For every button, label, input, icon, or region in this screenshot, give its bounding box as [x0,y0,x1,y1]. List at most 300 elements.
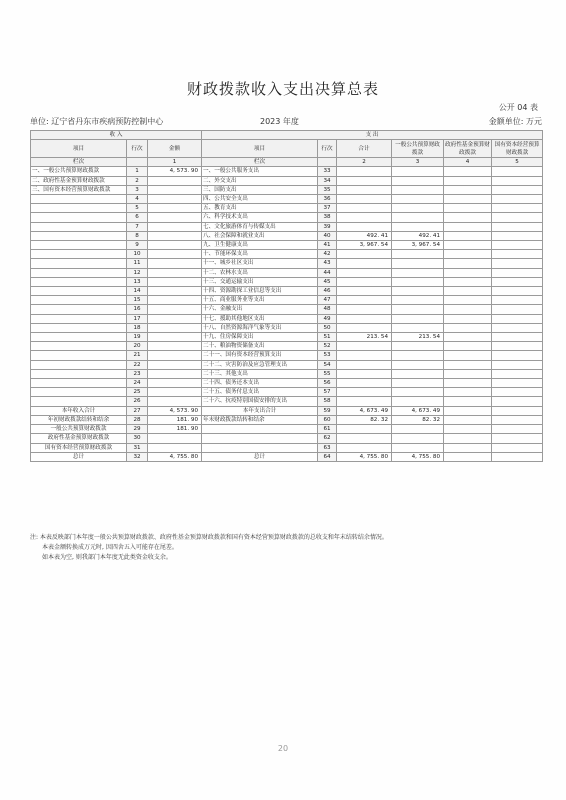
general-budget-amount [392,204,444,213]
expense-line-no-header: 行次 [318,140,337,158]
general-budget-amount: 82. 32 [392,415,444,424]
income-amount [148,222,202,231]
general-budget-amount [392,342,444,351]
fund-budget-amount [444,397,492,406]
income-line-no-header: 行次 [127,140,148,158]
income-amount [148,241,202,250]
fund-budget-amount [444,185,492,194]
general-budget-amount: 3, 967. 54 [392,241,444,250]
table-row [31,259,543,268]
expense-item: 十七、援助其他地区支出 [202,314,318,323]
income-amount [148,268,202,277]
expense-total: 3, 967. 54 [337,241,392,250]
income-amount [148,277,202,286]
general-budget-amount [392,277,444,286]
expense-line-no: 55 [318,369,337,378]
meta-row [30,116,542,128]
general-budget-amount [392,296,444,305]
expense-total [337,250,392,259]
table-row [31,231,543,240]
expense-total [337,369,392,378]
fund-budget-amount [444,296,492,305]
expense-line-no: 56 [318,379,337,388]
state-capital-amount [492,379,543,388]
state-capital-header: 国有资本经营预算财政拨款 [492,140,543,158]
income-line-no: 31 [127,443,148,452]
income-amount [148,204,202,213]
table-row [31,388,543,397]
footnote: 本表金额转换成万元时, 因四舍五入可能存在尾差。 [42,544,178,551]
expense-item [202,443,318,452]
expense-item: 三、国防支出 [202,185,318,194]
table-row [31,241,543,250]
income-line-no: 12 [127,268,148,277]
expense-item: 十、节能环保支出 [202,250,318,259]
income-line-no: 18 [127,323,148,332]
expense-item: 二、外交支出 [202,176,318,185]
general-budget-amount [392,443,444,452]
income-item [31,296,127,305]
state-capital-amount [492,388,543,397]
income-item [31,388,127,397]
income-amount-header: 金额 [148,140,202,158]
expense-item: 九、卫生健康支出 [202,241,318,250]
expense-total [337,323,392,332]
state-capital-amount [492,185,543,194]
income-amount [148,323,202,332]
expense-line-no: 45 [318,277,337,286]
income-item: 三、国有资本经营预算财政拨款 [31,185,127,194]
income-line-no: 11 [127,259,148,268]
income-line-no: 19 [127,333,148,342]
fund-budget-amount [444,388,492,397]
state-capital-amount [492,195,543,204]
state-capital-amount [492,222,543,231]
income-line-no: 15 [127,296,148,305]
income-amount [148,213,202,222]
table-row [31,351,543,360]
income-line-no: 8 [127,231,148,240]
reporting-unit: 单位: 辽宁省丹东市疾病预防控制中心 [30,117,164,126]
expense-line-no: 54 [318,360,337,369]
state-capital-amount [492,287,543,296]
fund-budget-amount [444,259,492,268]
fund-budget-amount [444,241,492,250]
expense-item: 十八、自然资源海洋气象等支出 [202,323,318,332]
expense-total [337,379,392,388]
income-item: 总计 [31,452,127,461]
income-item [31,397,127,406]
footnote: 如本表为空, 则我部门本年度无此类资金收支余。 [42,554,172,561]
page-number: 20 [277,744,289,753]
expense-item: 十三、交通运输支出 [202,277,318,286]
fund-budget-amount [444,222,492,231]
fund-budget-amount [444,360,492,369]
table-row [31,176,543,185]
expense-total [337,268,392,277]
expense-total [337,342,392,351]
expense-line-no: 61 [318,425,337,434]
income-line-no: 21 [127,351,148,360]
table-row [31,397,543,406]
income-line-no: 23 [127,369,148,378]
income-item [31,342,127,351]
income-amount [148,388,202,397]
expense-total: 82. 32 [337,415,392,424]
expense-total [337,397,392,406]
fund-budget-amount [444,195,492,204]
expense-line-no: 64 [318,452,337,461]
income-amount: 181. 90 [148,415,202,424]
general-budget-amount [392,185,444,194]
expense-line-no: 50 [318,323,337,332]
income-line-no: 20 [127,342,148,351]
report-year: 2023 年度 [260,117,299,126]
income-line-no: 4 [127,195,148,204]
fund-budget-amount [444,333,492,342]
income-line-no: 7 [127,222,148,231]
state-capital-amount [492,167,543,176]
state-capital-amount [492,314,543,323]
income-line-no: 17 [127,314,148,323]
state-capital-amount [492,425,543,434]
income-line-no: 25 [127,388,148,397]
general-budget-amount [392,250,444,259]
income-item [31,351,127,360]
general-budget-header: 一般公共预算财政拨款 [392,140,444,158]
header-row-top [31,131,543,140]
expense-total [337,185,392,194]
column-index-row [31,158,543,167]
income-item [31,241,127,250]
amount-unit: 金额单位: 万元 [488,117,542,126]
fund-budget-amount [444,434,492,443]
fund-budget-amount [444,415,492,424]
income-item [31,360,127,369]
table-row [31,333,543,342]
income-item [31,369,127,378]
fund-budget-amount [444,213,492,222]
expense-total [337,314,392,323]
general-budget-amount [392,259,444,268]
expense-line-no: 47 [318,296,337,305]
income-amount: 4, 573. 90 [148,406,202,415]
expense-total [337,434,392,443]
expense-line-no: 40 [318,231,337,240]
income-line-no: 24 [127,379,148,388]
expense-item: 二十一、国有资本经营预算支出 [202,351,318,360]
expense-total [337,259,392,268]
col-index-3: 3 [392,158,444,167]
general-budget-amount [392,268,444,277]
income-line-no: 26 [127,397,148,406]
expense-total: 4, 755. 80 [337,452,392,461]
income-amount [148,231,202,240]
expense-line-no: 59 [318,406,337,415]
state-capital-amount [492,268,543,277]
income-amount [148,360,202,369]
general-budget-amount [392,176,444,185]
fund-budget-amount [444,406,492,415]
expense-item: 二十、粮油物资储备支出 [202,342,318,351]
general-budget-amount [392,305,444,314]
general-budget-amount [392,287,444,296]
table-row [31,452,543,461]
table-row [31,415,543,424]
footnotes [30,533,542,563]
state-capital-amount [492,231,543,240]
income-line-no: 3 [127,185,148,194]
expense-item: 十四、资源勘探工业信息等支出 [202,287,318,296]
expense-line-no: 58 [318,397,337,406]
header-row-columns [31,140,543,158]
general-budget-amount [392,379,444,388]
expense-total: 4, 673. 49 [337,406,392,415]
income-line-no: 13 [127,277,148,286]
fund-budget-amount [444,323,492,332]
table-row [31,277,543,286]
expense-total [337,195,392,204]
expense-item: 十五、商业服务业等支出 [202,296,318,305]
income-amount: 181. 90 [148,425,202,434]
expense-line-no: 43 [318,259,337,268]
income-item: 国有资本经营预算财政拨款 [31,443,127,452]
general-budget-amount [392,213,444,222]
table-row [31,287,543,296]
fund-budget-amount [444,277,492,286]
income-amount [148,369,202,378]
expense-item: 六、科学技术支出 [202,213,318,222]
expense-total: 492. 41 [337,231,392,240]
income-item-header: 项目 [31,140,127,158]
income-line-no: 6 [127,213,148,222]
income-amount: 4, 755. 80 [148,452,202,461]
expense-line-no: 53 [318,351,337,360]
income-amount: 4, 573. 90 [148,167,202,176]
general-budget-amount [392,434,444,443]
income-amount [148,287,202,296]
expense-item [202,434,318,443]
expense-line-no: 42 [318,250,337,259]
expense-line-no: 34 [318,176,337,185]
state-capital-amount [492,204,543,213]
income-line-no: 16 [127,305,148,314]
expense-item: 二十五、债务付息支出 [202,388,318,397]
income-amount [148,259,202,268]
income-line-no: 27 [127,406,148,415]
expense-item: 十一、城乡社区支出 [202,259,318,268]
income-amount [148,195,202,204]
state-capital-amount [492,351,543,360]
col-index-1: 1 [148,158,202,167]
fund-budget-amount [444,342,492,351]
expense-item: 八、社会保障和就业支出 [202,231,318,240]
fund-budget-amount [444,443,492,452]
income-amount [148,250,202,259]
general-budget-amount: 4, 673. 49 [392,406,444,415]
fund-budget-header: 政府性基金预算财政拨款 [445,141,490,156]
income-item [31,323,127,332]
income-line-no: 2 [127,176,148,185]
expense-line-no: 33 [318,167,337,176]
income-amount [148,342,202,351]
income-amount [148,333,202,342]
expense-col-label: 栏次 [202,158,318,167]
income-line-no: 30 [127,434,148,443]
fund-budget-amount [444,287,492,296]
income-item [31,222,127,231]
expense-item: 本年支出合计 [202,406,318,415]
table-row [31,406,543,415]
expense-item: 四、公共安全支出 [202,195,318,204]
expense-line-no: 44 [318,268,337,277]
state-capital-amount [492,259,543,268]
expense-item: 五、教育支出 [202,204,318,213]
income-amount [148,176,202,185]
fund-budget-amount [444,314,492,323]
state-capital-amount [492,241,543,250]
expense-line-no: 37 [318,204,337,213]
expense-item: 二十二、灾害防治及应急管理支出 [202,360,318,369]
fund-budget-amount [444,305,492,314]
state-capital-amount [492,434,543,443]
expense-item: 七、文化旅游体育与传媒支出 [202,222,318,231]
income-item: 一、一般公共预算财政拨款 [31,167,127,176]
state-capital-amount [492,250,543,259]
table-row [31,296,543,305]
expense-total [337,388,392,397]
income-line-no: 9 [127,241,148,250]
general-budget-amount [392,397,444,406]
expense-item: 二十三、其他支出 [202,369,318,378]
expense-total [337,277,392,286]
form-code: 公开 04 表 [498,103,538,112]
state-capital-amount [492,360,543,369]
income-line-no: 10 [127,250,148,259]
income-line-no: 5 [127,204,148,213]
state-capital-amount [492,296,543,305]
table-row [31,425,543,434]
income-item: 本年收入合计 [31,406,127,415]
table-row [31,204,543,213]
table-row [31,268,543,277]
income-item [31,277,127,286]
expense-line-no: 36 [318,195,337,204]
footnote: 注: 本表反映部门本年度一般公共预算财政拨款、政府性基金预算财政拨款和国有资本经营预算财政拨款的总收支和年末结转结余情况。 [30,534,388,541]
table-row [31,167,543,176]
expense-item: 十九、住房保障支出 [202,333,318,342]
state-capital-amount [492,277,543,286]
table-row [31,250,543,259]
expense-line-no: 63 [318,443,337,452]
state-capital-amount [492,406,543,415]
state-capital-amount [492,305,543,314]
general-budget-amount [392,314,444,323]
state-capital-amount [492,369,543,378]
fund-budget-amount [444,167,492,176]
col-index-2: 2 [337,158,392,167]
general-budget-amount [392,425,444,434]
state-capital-amount [492,452,543,461]
general-budget-amount [392,167,444,176]
expense-total [337,351,392,360]
state-capital-amount [492,176,543,185]
expense-total [337,360,392,369]
expense-line-no: 35 [318,185,337,194]
expense-line-no: 57 [318,388,337,397]
income-item [31,259,127,268]
table-row [31,305,543,314]
expense-item: 一、一般公共服务支出 [202,167,318,176]
expense-line-no: 41 [318,241,337,250]
expense-item-header: 项目 [202,140,318,158]
expense-total: 213. 54 [337,333,392,342]
expense-total [337,222,392,231]
income-line-no: 28 [127,415,148,424]
expense-item [202,425,318,434]
income-item [31,287,127,296]
income-line-no: 1 [127,167,148,176]
table-row [31,369,543,378]
income-item [31,204,127,213]
general-budget-amount [392,222,444,231]
income-amount [148,351,202,360]
income-item [31,379,127,388]
income-line-no: 22 [127,360,148,369]
expense-line-no: 39 [318,222,337,231]
table-row [31,213,543,222]
expense-item: 十二、农林水支出 [202,268,318,277]
total-header: 合计 [337,140,392,158]
income-item [31,314,127,323]
expense-line-no: 60 [318,415,337,424]
fund-budget-amount [444,351,492,360]
table-row [31,360,543,369]
expense-total [337,167,392,176]
income-amount [148,314,202,323]
income-amount [148,296,202,305]
expense-header: 支 出 [202,131,543,140]
expense-line-no: 46 [318,287,337,296]
general-budget-amount [392,351,444,360]
expense-line-no: 51 [318,333,337,342]
expense-item: 二十四、债务还本支出 [202,379,318,388]
fund-budget-amount [444,204,492,213]
expense-line-no: 49 [318,314,337,323]
income-line-no: 29 [127,425,148,434]
general-budget-amount: 213. 54 [392,333,444,342]
fund-budget-amount [444,176,492,185]
expense-total [337,305,392,314]
expense-total [337,287,392,296]
expense-line-no: 38 [318,213,337,222]
expense-total [337,213,392,222]
expense-total [337,296,392,305]
expense-line-no: 62 [318,434,337,443]
expense-total [337,443,392,452]
table-row [31,323,543,332]
table-row [31,185,543,194]
expense-item: 总计 [202,452,318,461]
expense-total [337,204,392,213]
expense-total [337,425,392,434]
table-row [31,222,543,231]
general-budget-amount [392,360,444,369]
general-budget-amount [392,195,444,204]
income-item: 二、政府性基金预算财政拨款 [31,176,127,185]
table-row [31,434,543,443]
income-header: 收 入 [31,131,202,140]
